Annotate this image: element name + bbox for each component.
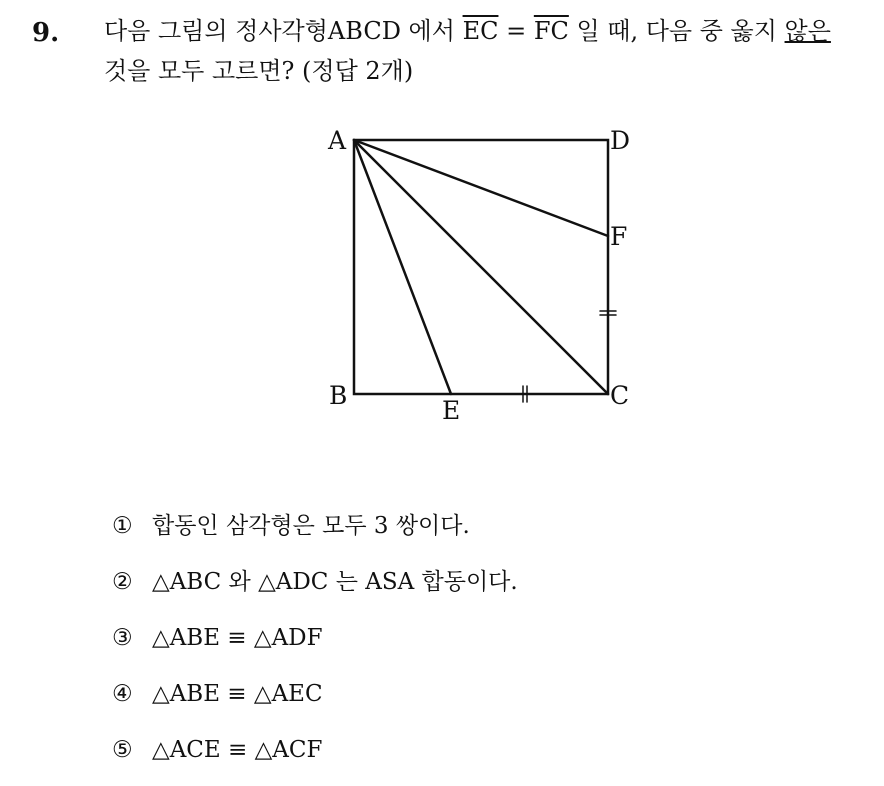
choice-4[interactable] [112,674,518,730]
equals-sign: = [498,17,534,45]
segment-ae [354,140,451,394]
label-c: C [610,381,630,410]
choice-mark: ⑤ [112,737,133,763]
choice-1[interactable] [112,506,518,562]
choice-2[interactable] [112,562,518,618]
geometry-figure [300,118,660,428]
choice-text: △ABE ≡ △AEC [152,681,323,707]
label-a: A [328,126,347,155]
choice-mark: ④ [112,681,133,707]
label-f: F [610,222,628,251]
label-b: B [329,381,348,410]
question-line-1 [104,16,831,46]
choice-text: 합동인 삼각형은 모두 3 쌍이다. [152,513,470,539]
choice-text: △ABC 와 △ADC 는 ASA 합동이다. [152,569,518,595]
answer-choices [112,506,518,786]
choice-text: △ABE ≡ △ADF [152,625,323,651]
choice-5[interactable] [112,730,518,786]
segment-fc: $\overline{FC}$ [533,17,569,45]
choice-3[interactable] [112,618,518,674]
emphasis-word: 않은 [784,17,831,45]
choice-mark: ① [112,513,133,539]
question-text-mid: 일 때, 다음 중 옳지 [568,17,785,45]
question-line-2: 것을 모두 고르면? (정답 2개) [104,57,414,85]
choice-text: △ACE ≡ △ACF [152,737,323,763]
question-text-pre: 다음 그림의 정사각형ABCD 에서 [104,17,463,45]
choice-mark: ② [112,569,133,595]
segment-ac [354,140,608,394]
label-d: D [610,126,631,155]
label-e: E [442,396,461,425]
question-number: 9. [32,18,60,48]
segment-af [354,140,608,236]
choice-mark: ③ [112,625,133,651]
segment-ec: $\overline{EC}$ [462,17,499,45]
